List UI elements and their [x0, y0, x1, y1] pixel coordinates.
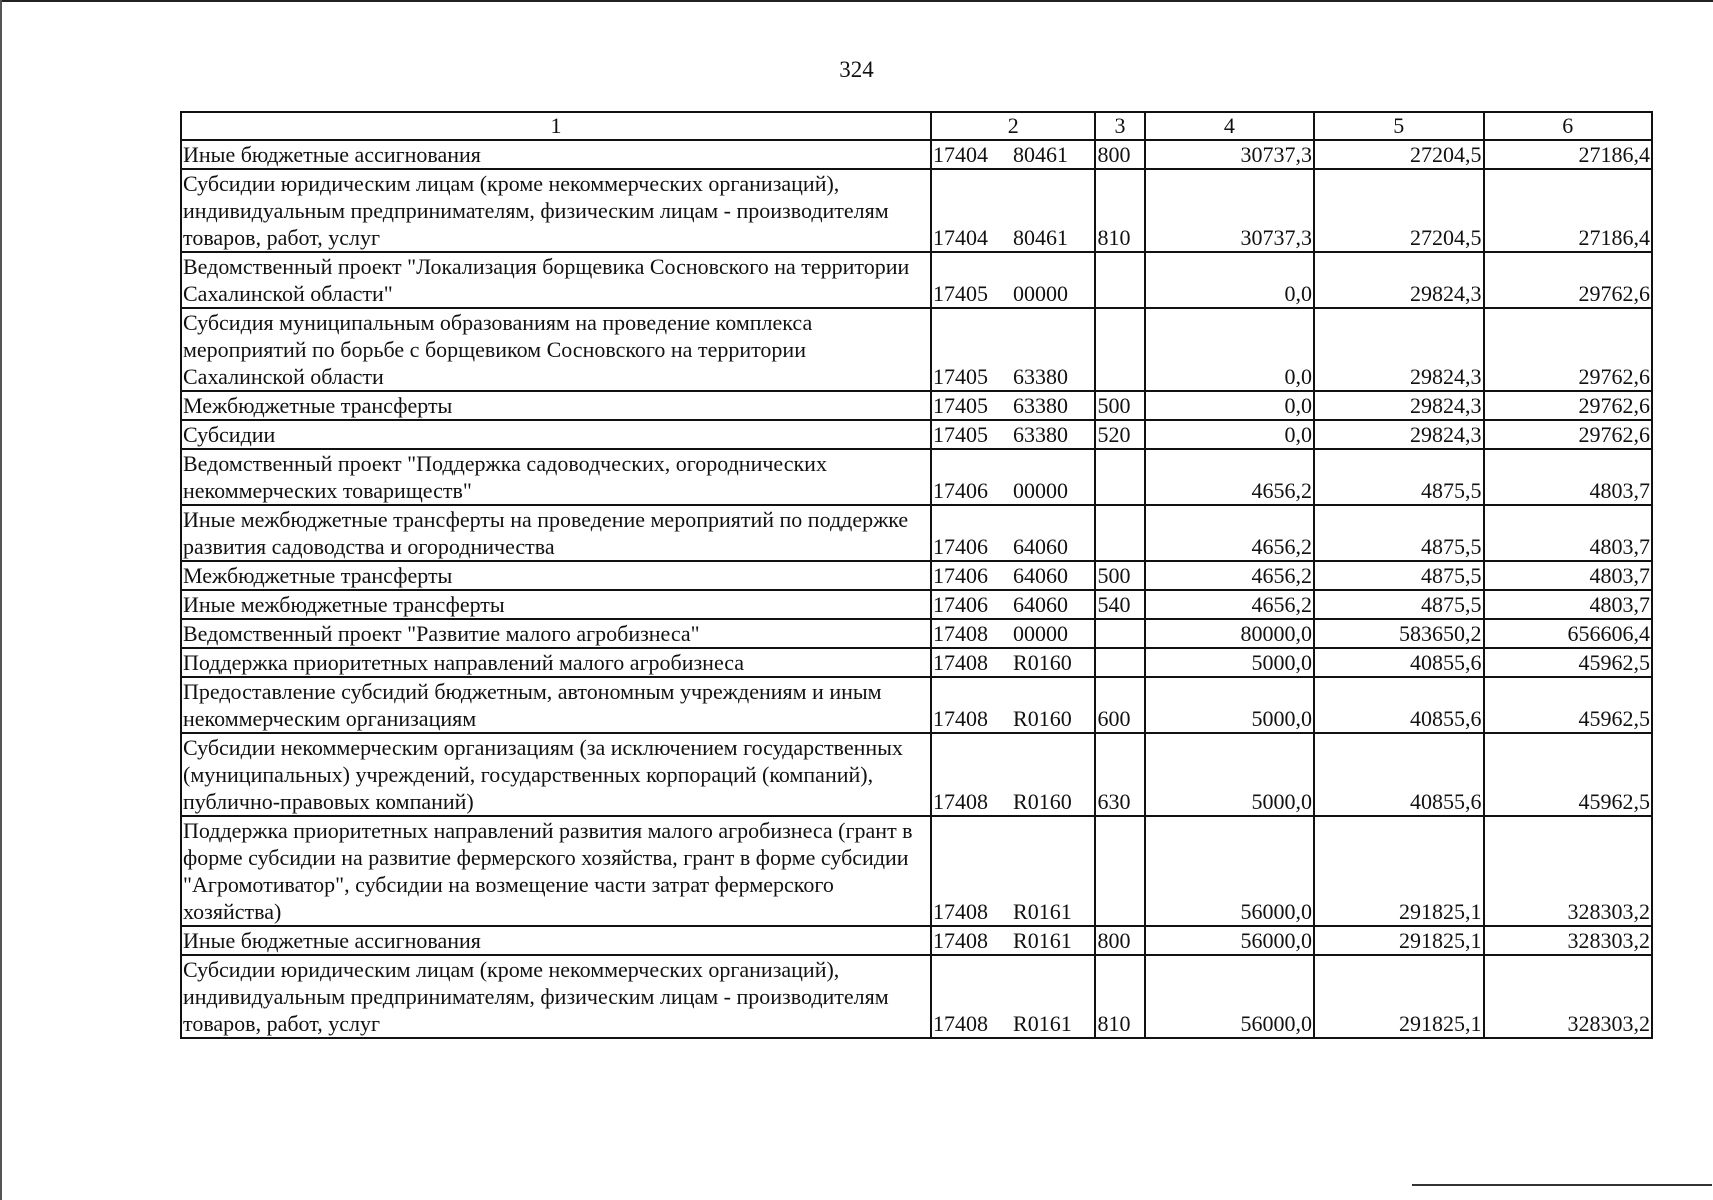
- row-value-col4: 5000,0: [1145, 733, 1314, 816]
- row-name: Ведомственный проект "Локализация борщевика Сосновского на территории Сахалинской области": [181, 252, 931, 308]
- table-row: [181, 420, 1652, 449]
- row-value-col6: 45962,5: [1484, 677, 1653, 733]
- table-row: [181, 816, 1652, 926]
- row-code-part2: 80461: [1013, 142, 1069, 167]
- table-row: [181, 648, 1652, 677]
- row-value-col5: 4875,5: [1314, 449, 1483, 505]
- row-value-col4: 0,0: [1145, 391, 1314, 420]
- row-target-code: [931, 733, 1095, 816]
- row-expense-type: [1095, 816, 1144, 926]
- row-name: Иные межбюджетные трансферты на проведение мероприятий по поддержке развития садоводства и огородничества: [181, 505, 931, 561]
- row-value-col4: 56000,0: [1145, 816, 1314, 926]
- row-value-col5: 29824,3: [1314, 420, 1483, 449]
- row-value-col5: 27204,5: [1314, 169, 1483, 252]
- row-value-col4: 56000,0: [1145, 955, 1314, 1038]
- table-body: [181, 140, 1652, 1038]
- row-expense-type: 810: [1095, 955, 1144, 1038]
- header-col-5: 5: [1314, 112, 1483, 140]
- row-expense-type: [1095, 505, 1144, 561]
- row-name: Иные бюджетные ассигнования: [181, 140, 931, 169]
- row-code-part2: 63380: [1013, 422, 1069, 447]
- budget-table: [180, 111, 1653, 1039]
- row-code-part1: 17406: [933, 534, 989, 559]
- row-code-part1: 17408: [933, 621, 989, 646]
- row-value-col5: 291825,1: [1314, 926, 1483, 955]
- row-code-part2: 64060: [1013, 563, 1069, 588]
- row-value-col6: 29762,6: [1484, 308, 1653, 391]
- row-value-col5: 4875,5: [1314, 505, 1483, 561]
- row-expense-type: 800: [1095, 926, 1144, 955]
- header-col-1: 1: [181, 112, 931, 140]
- header-col-6: 6: [1484, 112, 1653, 140]
- row-value-col5: 291825,1: [1314, 955, 1483, 1038]
- table-row: [181, 140, 1652, 169]
- row-code-part1: 17408: [933, 789, 989, 814]
- row-code-part2: R0161: [1013, 1011, 1072, 1036]
- row-value-col5: 29824,3: [1314, 308, 1483, 391]
- row-code-part2: 00000: [1013, 281, 1069, 306]
- row-value-col5: 29824,3: [1314, 252, 1483, 308]
- row-expense-type: 500: [1095, 561, 1144, 590]
- header-col-2: 2: [931, 112, 1095, 140]
- page-left-edge: [0, 0, 2, 1200]
- table-row: [181, 926, 1652, 955]
- row-name: Субсидия муниципальным образованиям на проведение комплекса мероприятий по борьбе с борщевиком Сосновского на территории Сахалинской области: [181, 308, 931, 391]
- row-expense-type: 810: [1095, 169, 1144, 252]
- row-value-col6: 29762,6: [1484, 391, 1653, 420]
- row-name: Межбюджетные трансферты: [181, 561, 931, 590]
- row-target-code: [931, 505, 1095, 561]
- table-row: [181, 308, 1652, 391]
- row-value-col4: 4656,2: [1145, 449, 1314, 505]
- row-code-part2: R0160: [1013, 789, 1072, 814]
- row-value-col5: 27204,5: [1314, 140, 1483, 169]
- row-value-col5: 4875,5: [1314, 561, 1483, 590]
- row-code-part1: 17408: [933, 928, 989, 953]
- row-value-col4: 5000,0: [1145, 677, 1314, 733]
- row-code-part1: 17408: [933, 706, 989, 731]
- footer-rule: [1412, 1184, 1712, 1186]
- row-target-code: [931, 677, 1095, 733]
- row-value-col6: 656606,4: [1484, 619, 1653, 648]
- row-expense-type: [1095, 449, 1144, 505]
- row-expense-type: 500: [1095, 391, 1144, 420]
- table-row: [181, 169, 1652, 252]
- row-target-code: [931, 648, 1095, 677]
- row-target-code: [931, 391, 1095, 420]
- row-code-part1: 17406: [933, 478, 989, 503]
- row-target-code: [931, 140, 1095, 169]
- table-row: [181, 561, 1652, 590]
- row-expense-type: [1095, 619, 1144, 648]
- table-row: [181, 955, 1652, 1038]
- row-code-part1: 17404: [933, 225, 989, 250]
- table-row: [181, 590, 1652, 619]
- row-name: Иные бюджетные ассигнования: [181, 926, 931, 955]
- row-value-col6: 328303,2: [1484, 816, 1653, 926]
- row-value-col6: 27186,4: [1484, 169, 1653, 252]
- row-target-code: [931, 308, 1095, 391]
- row-code-part2: 00000: [1013, 478, 1069, 503]
- row-code-part1: 17408: [933, 650, 989, 675]
- table-header-row: [181, 112, 1652, 140]
- row-target-code: [931, 420, 1095, 449]
- header-col-4: 4: [1145, 112, 1314, 140]
- row-value-col5: 583650,2: [1314, 619, 1483, 648]
- row-expense-type: 600: [1095, 677, 1144, 733]
- row-code-part2: 63380: [1013, 393, 1069, 418]
- row-code-part2: R0160: [1013, 650, 1072, 675]
- row-code-part2: 64060: [1013, 534, 1069, 559]
- row-target-code: [931, 590, 1095, 619]
- row-name: Поддержка приоритетных направлений малого агробизнеса: [181, 648, 931, 677]
- row-expense-type: 540: [1095, 590, 1144, 619]
- table-row: [181, 449, 1652, 505]
- row-value-col5: 40855,6: [1314, 648, 1483, 677]
- row-name: Иные межбюджетные трансферты: [181, 590, 931, 619]
- row-target-code: [931, 619, 1095, 648]
- row-code-part2: R0161: [1013, 928, 1072, 953]
- row-name: Межбюджетные трансферты: [181, 391, 931, 420]
- row-target-code: [931, 926, 1095, 955]
- table-row: [181, 252, 1652, 308]
- row-code-part2: R0161: [1013, 899, 1072, 924]
- row-code-part1: 17406: [933, 592, 989, 617]
- row-value-col5: 29824,3: [1314, 391, 1483, 420]
- page-top-edge: [0, 0, 1713, 2]
- row-expense-type: [1095, 648, 1144, 677]
- row-value-col4: 4656,2: [1145, 561, 1314, 590]
- row-value-col6: 328303,2: [1484, 926, 1653, 955]
- row-expense-type: 630: [1095, 733, 1144, 816]
- table-row: [181, 619, 1652, 648]
- row-code-part1: 17408: [933, 899, 989, 924]
- row-value-col6: 4803,7: [1484, 449, 1653, 505]
- row-value-col4: 30737,3: [1145, 169, 1314, 252]
- table-row: [181, 677, 1652, 733]
- table-row: [181, 733, 1652, 816]
- row-expense-type: 520: [1095, 420, 1144, 449]
- row-code-part1: 17405: [933, 281, 989, 306]
- row-value-col6: 4803,7: [1484, 505, 1653, 561]
- row-value-col6: 328303,2: [1484, 955, 1653, 1038]
- row-name: Предоставление субсидий бюджетным, автономным учреждениям и иным некоммерческим организациям: [181, 677, 931, 733]
- row-code-part2: R0160: [1013, 706, 1072, 731]
- row-value-col6: 45962,5: [1484, 733, 1653, 816]
- row-code-part2: 00000: [1013, 621, 1069, 646]
- row-value-col4: 0,0: [1145, 420, 1314, 449]
- table-row: [181, 505, 1652, 561]
- row-name: Субсидии: [181, 420, 931, 449]
- row-code-part1: 17405: [933, 393, 989, 418]
- header-col-3: 3: [1095, 112, 1144, 140]
- row-code-part1: 17405: [933, 364, 989, 389]
- row-value-col6: 27186,4: [1484, 140, 1653, 169]
- table-row: [181, 391, 1652, 420]
- row-target-code: [931, 955, 1095, 1038]
- row-name: Субсидии некоммерческим организациям (за исключением государственных (муниципальных) учреждений, государственных корпораций (компаний), публично-правовых компаний): [181, 733, 931, 816]
- row-code-part2: 64060: [1013, 592, 1069, 617]
- row-target-code: [931, 169, 1095, 252]
- row-value-col6: 45962,5: [1484, 648, 1653, 677]
- row-target-code: [931, 816, 1095, 926]
- row-value-col5: 40855,6: [1314, 677, 1483, 733]
- row-code-part1: 17405: [933, 422, 989, 447]
- row-name: Ведомственный проект "Поддержка садоводческих, огороднических некоммерческих товариществ": [181, 449, 931, 505]
- row-name: Субсидии юридическим лицам (кроме некоммерческих организаций), индивидуальным предпринимателям, физическим лицам - производителям товаров, работ, услуг: [181, 169, 931, 252]
- row-value-col6: 29762,6: [1484, 420, 1653, 449]
- row-value-col5: 40855,6: [1314, 733, 1483, 816]
- row-name: Ведомственный проект "Развитие малого агробизнеса": [181, 619, 931, 648]
- row-value-col4: 5000,0: [1145, 648, 1314, 677]
- row-code-part1: 17404: [933, 142, 989, 167]
- row-value-col4: 30737,3: [1145, 140, 1314, 169]
- row-target-code: [931, 449, 1095, 505]
- row-target-code: [931, 561, 1095, 590]
- row-code-part2: 63380: [1013, 364, 1069, 389]
- page-number: 324: [839, 57, 874, 82]
- row-expense-type: 800: [1095, 140, 1144, 169]
- row-value-col6: 4803,7: [1484, 590, 1653, 619]
- row-value-col4: 4656,2: [1145, 590, 1314, 619]
- row-value-col6: 4803,7: [1484, 561, 1653, 590]
- row-target-code: [931, 252, 1095, 308]
- row-code-part2: 80461: [1013, 225, 1069, 250]
- row-value-col4: 0,0: [1145, 308, 1314, 391]
- row-value-col4: 4656,2: [1145, 505, 1314, 561]
- row-code-part1: 17408: [933, 1011, 989, 1036]
- row-code-part1: 17406: [933, 563, 989, 588]
- row-value-col5: 4875,5: [1314, 590, 1483, 619]
- row-value-col4: 56000,0: [1145, 926, 1314, 955]
- row-expense-type: [1095, 308, 1144, 391]
- row-value-col5: 291825,1: [1314, 816, 1483, 926]
- row-value-col4: 0,0: [1145, 252, 1314, 308]
- row-name: Поддержка приоритетных направлений развития малого агробизнеса (грант в форме субсидии на развитие фермерского хозяйства, грант в форме субсидии "Агромотиватор", субсидии на возмещение части затрат фермерского хозяйства): [181, 816, 931, 926]
- row-value-col6: 29762,6: [1484, 252, 1653, 308]
- row-value-col4: 80000,0: [1145, 619, 1314, 648]
- row-name: Субсидии юридическим лицам (кроме некоммерческих организаций), индивидуальным предпринимателям, физическим лицам - производителям товаров, работ, услуг: [181, 955, 931, 1038]
- row-expense-type: [1095, 252, 1144, 308]
